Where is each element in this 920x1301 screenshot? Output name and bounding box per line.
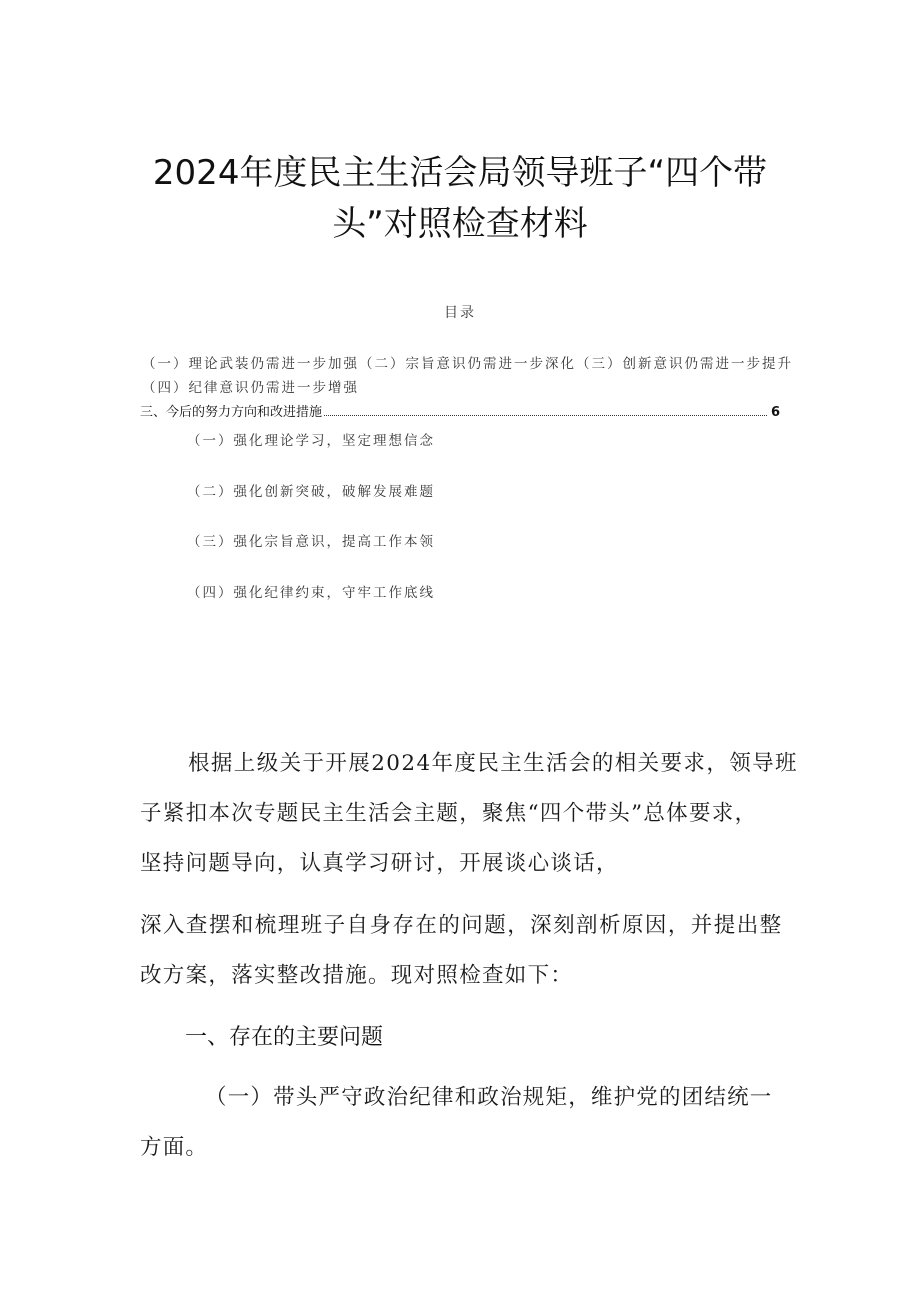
toc-entry-section-3[interactable] bbox=[140, 401, 780, 420]
paragraph-3-line-2: 方面。 bbox=[140, 1135, 209, 1160]
toc-sub-entry-3[interactable]: （三）强化宗旨意识，提高工作本领 bbox=[187, 534, 435, 550]
toc-line-1: （一）理论武装仍需进一步加强（二）宗旨意识仍需进一步深化（三）创新意识仍需进一步提升 bbox=[142, 356, 793, 372]
section-1-heading: 一、存在的主要问题 bbox=[185, 1025, 384, 1050]
paragraph-1-line-3: 坚持问题导向，认真学习研讨，开展谈心谈话， bbox=[140, 851, 619, 876]
paragraph-3-line-1: （一）带头严守政治纪律和政治规矩，维护党的团结统一 bbox=[205, 1085, 773, 1110]
paragraph-2-line-1: 深入查摆和梳理班子自身存在的问题，深刻剖析原因，并提出整 bbox=[140, 913, 783, 938]
document-title-line-1: 2024年度民主生活会局领导班子“四个带 bbox=[152, 153, 768, 193]
toc-line-2: （四）纪律意识仍需进一步增强 bbox=[142, 380, 359, 396]
toc-sub-entry-2[interactable]: （二）强化创新突破，破解发展难题 bbox=[187, 484, 435, 500]
paragraph-1-line-2: 子紧扣本次专题民主生活会主题，聚焦“四个带头”总体要求， bbox=[140, 801, 758, 826]
toc-leader-dots bbox=[324, 414, 767, 416]
toc-heading: 目录 bbox=[444, 305, 476, 321]
document-title-line-2: 头”对照检查材料 bbox=[332, 204, 588, 244]
paragraph-1-line-1: 根据上级关于开展2024年度民主生活会的相关要求，领导班 bbox=[188, 751, 798, 776]
toc-entry-label: 三、今后的努力方向和改进措施 bbox=[140, 405, 323, 420]
toc-sub-entry-1[interactable]: （一）强化理论学习，坚定理想信念 bbox=[187, 433, 435, 449]
toc-entry-page-number: 6 bbox=[770, 405, 780, 420]
toc-sub-entry-4[interactable]: （四）强化纪律约束，守牢工作底线 bbox=[187, 585, 435, 601]
paragraph-2-line-2: 改方案，落实整改措施。现对照检查如下： bbox=[140, 963, 574, 988]
